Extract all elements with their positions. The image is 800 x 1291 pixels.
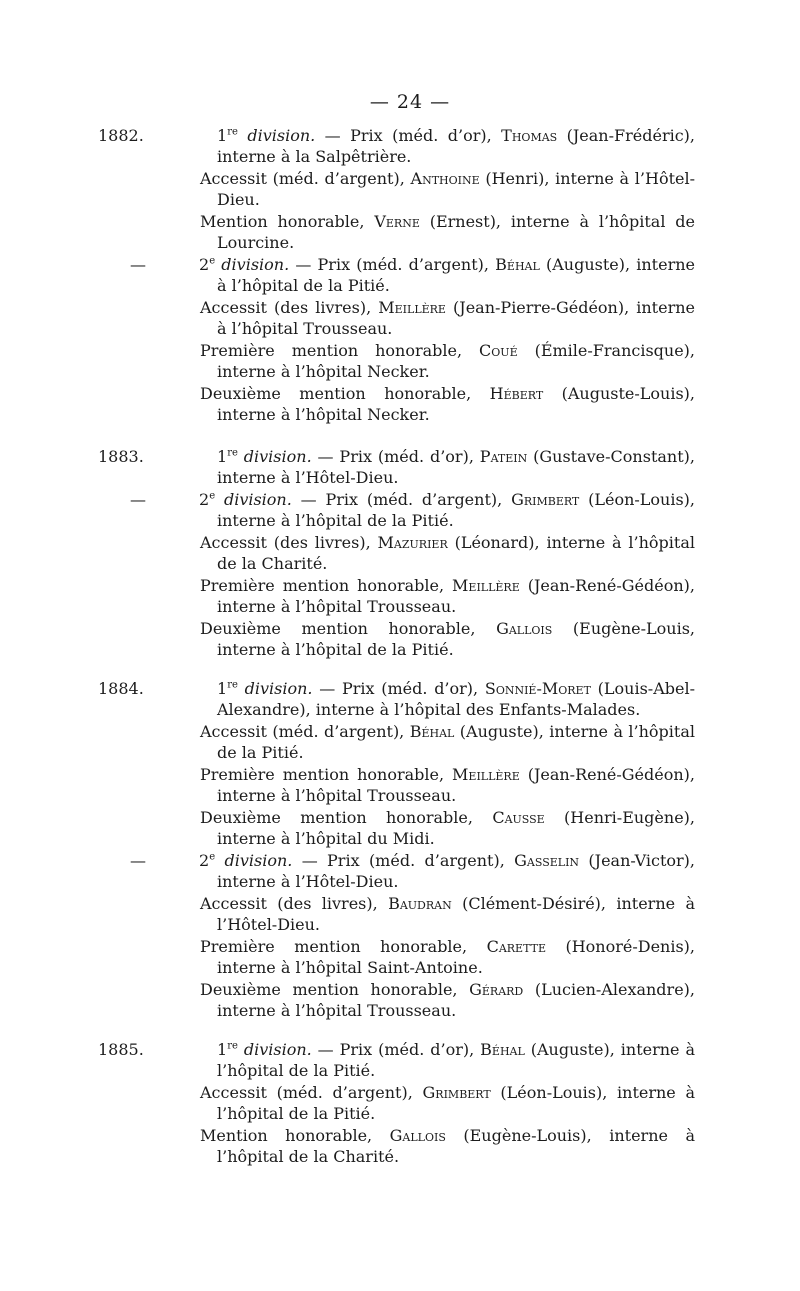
award-type: Accessit (méd. d’argent), [200,169,411,188]
award-detail: (Léonard), interne à l’hôpital de la Charité. [217,533,696,573]
award-type: Première mention honorable, [200,937,487,956]
division-label: division. [221,255,290,274]
laureate-name: Causse [492,808,545,827]
division-number: 1 [217,447,228,466]
division-label: division. [223,490,292,509]
division-number: 1 [217,1040,228,1059]
award-entry [130,619,695,660]
division-number: 1 [217,679,228,698]
laureate-name: Meillère [452,765,520,784]
award-entry [130,384,695,425]
laureate-name: Gallois [389,1126,446,1145]
award-text: — Prix (méd. d’or), [311,1040,481,1059]
award-entry [130,341,695,382]
division-entry [98,447,695,488]
year-label: 1885. [98,1040,144,1059]
laureate-name: Gérard [469,980,524,999]
division-number: 2 [199,851,210,870]
laureate-name: Mazurier [377,533,448,552]
award-text: — Prix (méd. d’argent), [289,255,496,274]
award-entry [130,298,695,339]
division-entry [98,1040,695,1081]
award-detail: (Eugène-Louis), interne à l’hôpital de la Charité. [217,1126,696,1166]
award-type: Deuxième mention honorable, [200,384,490,403]
award-entry [130,937,695,978]
award-text: — Prix (méd. d’or), [312,679,485,698]
division-ordinal: re [227,447,238,459]
award-type: Première mention honorable, [200,765,453,784]
laureate-name: Patein [479,447,528,466]
division-number: 2 [199,490,210,509]
award-text: — Prix (méd. d’or), [311,447,480,466]
division-ordinal: e [209,255,216,267]
laureate-name: Baudran [388,894,452,913]
award-type: Première mention honorable, [200,576,453,595]
laureate-name: Meillère [378,298,446,317]
laureate-name: Béhal [495,255,540,274]
award-text: — Prix (méd. d’or), [315,126,502,145]
award-entry [130,980,695,1021]
division-label: division. [243,447,312,466]
award-detail: (Léon-Louis), interne à l’hôpital de la Pitié. [217,1083,696,1123]
division-number: 2 [199,255,210,274]
award-text: — Prix (méd. d’argent), [291,490,512,509]
award-type: Mention honorable, [200,212,375,231]
division-ordinal: re [227,679,238,691]
award-entry [130,576,695,617]
division-entry [98,679,695,720]
year-label: 1883. [98,447,144,466]
division-dash: — [130,851,146,870]
division-ordinal: e [209,851,216,863]
award-entry [130,765,695,806]
award-text: — Prix (méd. d’argent), [292,851,515,870]
laureate-name: Grimbert [511,490,580,509]
award-type: Accessit (des livres), [200,533,378,552]
award-entry [130,894,695,935]
laureate-name: Coué [479,341,518,360]
page-body [98,126,696,1187]
award-entry [130,533,695,574]
laureate-name: Carette [486,937,546,956]
laureate-name: Grimbert [422,1083,491,1102]
award-type: Accessit (méd. d’argent), [200,722,410,741]
division-ordinal: re [227,1040,238,1052]
page-number: — 24 — [369,91,451,113]
division-entry [130,255,695,296]
award-entry [130,1083,695,1124]
award-detail: (Jean-René-Gédéon), interne à l’hôpital Trousseau. [217,765,695,805]
laureate-name: Sonnié-Moret [484,679,591,698]
division-entry [98,126,695,167]
division-label: division. [224,851,293,870]
division-dash: — [130,255,146,274]
award-detail: (Eugène-Louis, interne à l’hôpital de la Pitié. [217,619,695,659]
year-block [98,1040,696,1167]
award-type: Deuxième mention honorable, [200,808,493,827]
award-entry [130,1126,695,1167]
award-detail: (Jean-Frédéric), interne à la Salpêtrière. [217,126,695,166]
laureate-name: Meillère [452,576,520,595]
division-entry [130,490,695,531]
award-type: Accessit (méd. d’argent), [200,1083,423,1102]
award-type: Première mention honorable, [200,341,480,360]
division-entry [130,851,695,892]
award-detail: (Henri), interne à l’Hôtel-Dieu. [217,169,696,209]
award-detail: (Auguste), interne à l’hôpital de la Pitié. [217,255,695,295]
award-entry [130,808,695,849]
award-detail: (Émile-Francisque), interne à l’hôpital Necker. [217,341,695,381]
year-label: 1882. [98,126,144,145]
division-label: division. [244,679,313,698]
year-block [98,679,696,1021]
award-detail: (Henri-Eugène), interne à l’hôpital du Midi. [217,808,695,848]
award-entry [130,212,695,253]
division-number: 1 [217,126,228,145]
division-label: division. [243,1040,312,1059]
award-type: Mention honorable, [200,1126,390,1145]
division-dash: — [130,490,146,509]
award-detail: (Auguste), interne à l’hôpital de la Pitié. [217,1040,695,1080]
award-type: Accessit (des livres), [200,298,379,317]
award-detail: (Auguste-Louis), interne à l’hôpital Necker. [217,384,696,424]
laureate-name: Gallois [496,619,553,638]
award-type: Deuxième mention honorable, [200,619,497,638]
award-entry [130,722,695,763]
year-block [98,447,696,660]
award-detail: (Jean-René-Gédéon), interne à l’hôpital Trousseau. [217,576,695,616]
award-detail: (Jean-Victor), interne à l’Hôtel-Dieu. [217,851,696,891]
award-detail: (Gustave-Constant), interne à l’Hôtel-Dieu. [217,447,695,487]
award-detail: (Auguste), interne à l’hôpital de la Pitié. [217,722,696,762]
award-detail: (Louis-Abel-Alexandre), interne à l’hôpital des Enfants-Malades. [217,679,695,719]
award-detail: (Clément-Désiré), interne à l’Hôtel-Dieu. [217,894,696,934]
year-block [98,126,696,425]
award-detail: (Léon-Louis), interne à l’hôpital de la Pitié. [217,490,696,530]
award-detail: (Jean-Pierre-Gédéon), interne à l’hôpital Trousseau. [217,298,695,338]
laureate-name: Verne [374,212,420,231]
laureate-name: Thomas [501,126,558,145]
award-type: Deuxième mention honorable, [200,980,470,999]
award-detail: (Lucien-Alexandre), interne à l’hôpital Trousseau. [217,980,695,1020]
division-label: division. [247,126,316,145]
laureate-name: Hébert [489,384,544,403]
award-entry [130,169,695,210]
division-ordinal: re [227,126,238,138]
laureate-name: Anthoine [410,169,480,188]
award-detail: (Honoré-Denis), interne à l’hôpital Saint-Antoine. [217,937,695,977]
year-label: 1884. [98,679,144,698]
award-type: Accessit (des livres), [200,894,389,913]
laureate-name: Gasselin [514,851,580,870]
award-detail: (Ernest), interne à l’hôpital de Lourcine. [217,212,695,252]
laureate-name: Béhal [480,1040,525,1059]
division-ordinal: e [209,490,216,502]
laureate-name: Béhal [409,722,455,741]
